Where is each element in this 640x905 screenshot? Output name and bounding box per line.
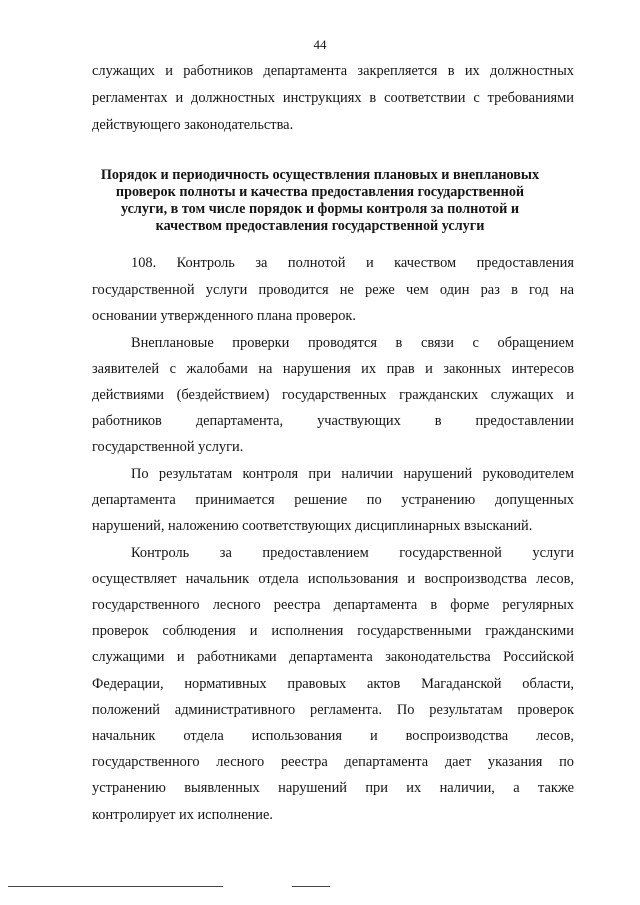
text-line: действующего законодательства.: [92, 117, 294, 133]
text-line: осуществляет начальник отдела использования и воспроизводства лесов,: [92, 571, 574, 587]
text-line: Федерации, нормативных правовых актов Магаданской области,: [92, 676, 574, 692]
text-line: регламентах и должностных инструкциях в соответствии с требованиями: [92, 90, 574, 106]
section-heading-line: Порядок и периодичность осуществления плановых и внеплановых: [100, 167, 540, 183]
text-line: государственной услуги проводится не реже чем один раз в год на: [92, 282, 574, 298]
text-line: нарушений, наложению соответствующих дисциплинарных взысканий.: [92, 518, 533, 534]
text-line: служащих и работников департамента закрепляется в их должностных: [92, 63, 574, 79]
section-heading-line: услуги, в том числе порядок и формы контроля за полнотой и: [120, 201, 520, 217]
section-heading-line: проверок полноты и качества предоставления государственной: [115, 184, 525, 200]
text-line: положений административного регламента. По результатам проверок: [92, 702, 574, 718]
text-line: По результатам контроля при наличии нарушений руководителем: [131, 466, 574, 482]
text-line: государственного лесного реестра департамента дает указания по: [92, 754, 574, 770]
footer-rule: [292, 886, 330, 887]
text-line: государственного лесного реестра департамента в форме регулярных: [92, 597, 574, 613]
text-line: действиями (бездействием) государственных гражданских служащих и: [92, 387, 574, 403]
footer-rule: [8, 886, 223, 887]
text-line: работников департамента, участвующих в предоставлении: [92, 413, 574, 429]
text-line: устранению выявленных нарушений при их наличии, а также: [92, 780, 574, 796]
text-line: контролирует их исполнение.: [92, 807, 273, 823]
text-line: Внеплановые проверки проводятся в связи с обращением: [131, 335, 574, 351]
text-line: департамента принимается решение по устранению допущенных: [92, 492, 574, 508]
page-number: 44: [313, 37, 327, 52]
text-line: 108. Контроль за полнотой и качеством предоставления: [131, 255, 574, 271]
text-line: служащими и работниками департамента законодательства Российской: [92, 649, 574, 665]
text-line: начальник отдела использования и воспроизводства лесов,: [92, 728, 574, 744]
text-line: государственной услуги.: [92, 439, 244, 455]
text-line: заявителей с жалобами на нарушения их прав и законных интересов: [92, 361, 574, 377]
text-line: проверок соблюдения и исполнения государственными гражданскими: [92, 623, 574, 639]
text-line: основании утвержденного плана проверок.: [92, 308, 357, 324]
section-heading-line: качеством предоставления государственной услуги: [155, 218, 485, 234]
text-line: Контроль за предоставлением государственной услуги: [131, 545, 574, 561]
